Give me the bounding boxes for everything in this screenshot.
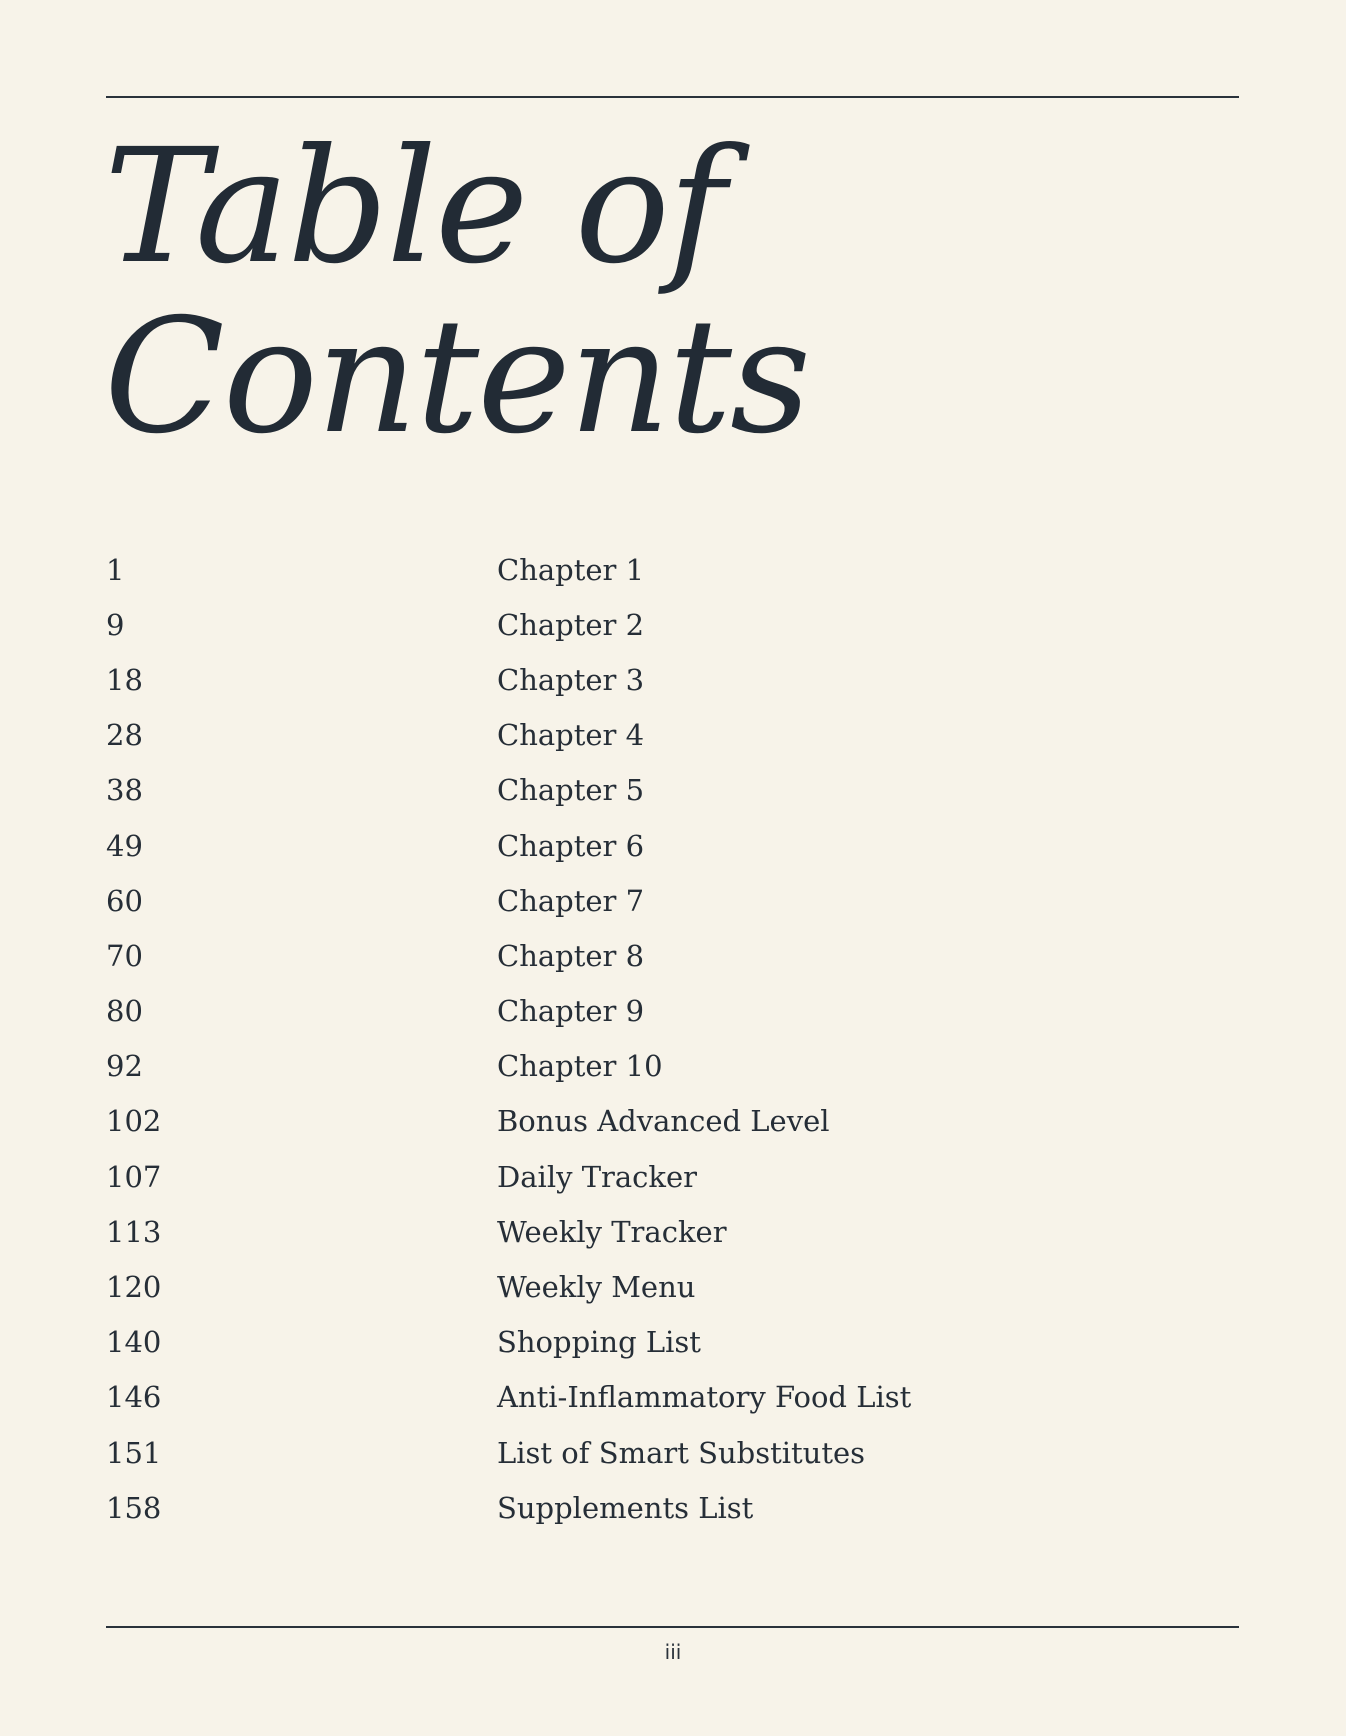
toc-entry-label: Weekly Tracker xyxy=(497,1214,727,1249)
toc-entry[interactable] xyxy=(106,984,1239,1039)
toc-page-number: 158 xyxy=(106,1490,162,1525)
bottom-divider xyxy=(106,1626,1239,1628)
toc-page-number: 70 xyxy=(106,938,143,973)
toc-page-number: 28 xyxy=(106,718,143,753)
toc-entry-label: Supplements List xyxy=(497,1490,754,1525)
toc-page-number: 113 xyxy=(106,1214,162,1249)
toc-entry[interactable] xyxy=(106,1039,1239,1094)
toc-page-number: 92 xyxy=(106,1049,143,1084)
toc-entry[interactable] xyxy=(106,818,1239,873)
toc-entry[interactable] xyxy=(106,1259,1239,1314)
toc-entry-label: Chapter 2 xyxy=(497,607,645,642)
toc-page-number: 9 xyxy=(106,607,125,642)
toc-page-number: 140 xyxy=(106,1325,162,1360)
toc-entry-label: Chapter 5 xyxy=(497,773,645,808)
toc-entry[interactable] xyxy=(106,597,1239,652)
toc-entry[interactable] xyxy=(106,873,1239,928)
top-divider xyxy=(106,96,1239,98)
toc-entry[interactable] xyxy=(106,763,1239,818)
toc-entry-label: Chapter 4 xyxy=(497,718,645,753)
toc-entry-label: Chapter 1 xyxy=(497,552,645,587)
toc-entry-label: Chapter 3 xyxy=(497,662,645,697)
toc-entry[interactable] xyxy=(106,1094,1239,1149)
toc-entry-label: Shopping List xyxy=(497,1325,701,1360)
toc-page-number: 107 xyxy=(106,1159,162,1194)
toc-entry-label: Chapter 6 xyxy=(497,828,645,863)
toc-page-number: 1 xyxy=(106,552,125,587)
toc-entry[interactable] xyxy=(106,1149,1239,1204)
toc-entry[interactable] xyxy=(106,1425,1239,1480)
toc-entry-label: List of Smart Substitutes xyxy=(497,1435,866,1470)
toc-page-number: 38 xyxy=(106,773,143,808)
toc-entry-label: Chapter 10 xyxy=(497,1049,663,1084)
toc-entry[interactable] xyxy=(106,708,1239,763)
toc-entry[interactable] xyxy=(106,1204,1239,1259)
toc-page-number: 49 xyxy=(106,828,143,863)
toc-entry[interactable] xyxy=(106,928,1239,983)
toc-entry[interactable] xyxy=(106,652,1239,707)
toc-page-number: 151 xyxy=(106,1435,162,1470)
toc-entry-label: Anti-Inflammatory Food List xyxy=(497,1380,912,1415)
toc-entry[interactable] xyxy=(106,1480,1239,1535)
toc-page-number: 120 xyxy=(106,1270,162,1305)
toc-page-number: 102 xyxy=(106,1104,162,1139)
toc-entry-label: Chapter 9 xyxy=(497,994,645,1029)
toc-page-number: 146 xyxy=(106,1380,162,1415)
toc-entry-label: Daily Tracker xyxy=(497,1159,698,1194)
footer-page-number: iii xyxy=(664,1640,682,1664)
toc-entry-label: Chapter 8 xyxy=(497,938,645,973)
toc-page-number: 60 xyxy=(106,883,143,918)
toc-page-number: 18 xyxy=(106,662,143,697)
toc-entry-label: Chapter 7 xyxy=(497,883,645,918)
page-title-line-1: Table of xyxy=(104,115,725,299)
table-of-contents xyxy=(106,542,1239,1535)
toc-entry[interactable] xyxy=(106,542,1239,597)
toc-entry[interactable] xyxy=(106,1315,1239,1370)
page-title xyxy=(104,115,810,469)
toc-entry-label: Bonus Advanced Level xyxy=(497,1104,830,1139)
toc-page-number: 80 xyxy=(106,994,143,1029)
toc-entry-label: Weekly Menu xyxy=(497,1270,696,1305)
toc-entry[interactable] xyxy=(106,1370,1239,1425)
page-title-line-2: Contents xyxy=(104,285,810,469)
